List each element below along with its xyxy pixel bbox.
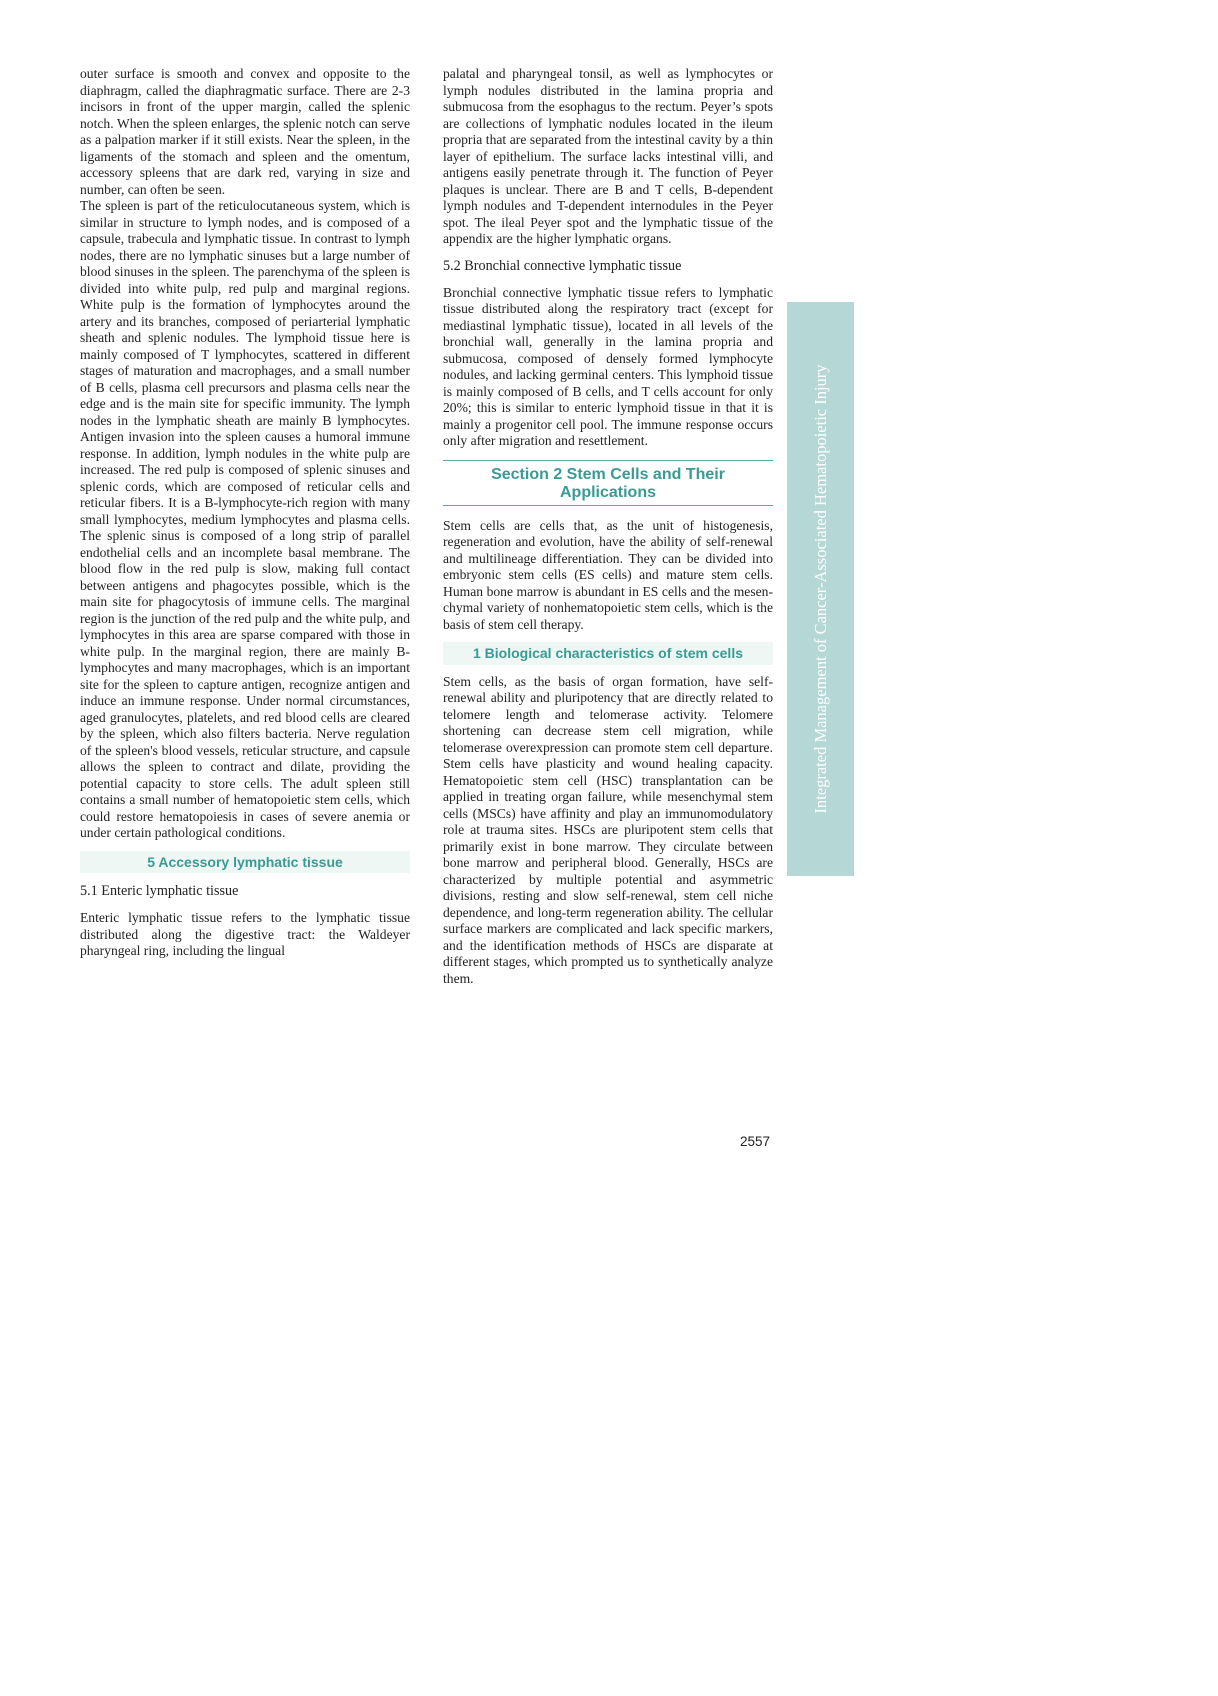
heading-biological-characteristics: 1 Biological characteristics of stem cells bbox=[443, 642, 773, 665]
right-column bbox=[443, 66, 773, 987]
section-title: Section 2 Stem Cells and Their Applications bbox=[443, 460, 773, 506]
body-paragraph: outer surface is smooth and convex and opposite to the diaphragm, called the diaphragmatic surface. There are 2-3 incisors in front of the upper margin, called the splenic notch. When the spleen enlarges, the splenic notch can serve as a palpation marker if it still exists. Near the spleen, in the ligaments of the stomach and spleen and the omentum, accessory spleens that are dark red, varying in size and number, can often be seen. bbox=[80, 66, 410, 197]
side-tab bbox=[787, 302, 854, 876]
subheading-enteric-lymphatic-tissue: 5.1 Enteric lymphatic tissue bbox=[80, 883, 239, 899]
subheading-bronchial-lymphatic-tissue: 5.2 Bronchial connective lymphatic tissue bbox=[443, 257, 682, 274]
side-tab-label: Integrated Management of Cancer-Associated Hematopoietic Injury bbox=[810, 364, 830, 814]
left-column bbox=[80, 66, 410, 960]
body-paragraph: Enteric lymphatic tissue refers to the lymphatic tissue distributed along the digestive tract: the Waldeyer pharyngeal ring, including the lingual bbox=[80, 910, 410, 958]
body-paragraph: Bronchial connective lymphatic tissue refers to lymphatic tissue distributed along the respiratory tract (except for mediastinal lymphatic tissue), located in all levels of the bronchial wall, generally in the lamina propria and submucosa, composed of densely formed lymphocyte nodules, and lacking germinal centers. This lymphoid tissue is mainly composed of B cells, and T cells account for only 20%; this is similar to enteric lymphoid tissue in that it is mainly a progenitor cell pool. The immune response occurs only after migration and resettlement. bbox=[443, 284, 773, 448]
body-paragraph: Stem cells are cells that, as the unit of histogenesis, regeneration and evolution, have the ability of self-renewal and multilineage differentiation. They can be divided into embryonic stem cells (ES cells) and mature stem cells. Human bone marrow is abundant in ES cells and the mesenchymal variety of nonhematopoietic stem cells, which is the basis of stem cell therapy. bbox=[443, 517, 773, 632]
body-paragraph: palatal and pharyngeal tonsil, as well as lymphocytes or lymph nodules distributed in the lamina propria and submucosa from the esophagus to the rectum. Peyer’s spots are collections of lymphatic nodules located in the ileum propria that are separated from the intestinal cavity by a thin layer of epithelium. The surface lacks intestinal villi, and antigens easily penetrate through it. The function of Peyer plaques is unclear. There are B and T cells, B-dependent lymph nodules and T-dependent internodules in the Peyer spot. The ileal Peyer spot and the lymphatic tissue of the appendix are the higher lymphatic organs. bbox=[443, 66, 773, 246]
page-number: 2557 bbox=[740, 1134, 771, 1149]
heading-accessory-lymphatic-tissue: 5 Accessory lymphatic tissue bbox=[80, 851, 410, 874]
body-paragraph: Stem cells, as the basis of organ formation, have self-renewal ability and pluripotency that are directly related to telomere length and telomerase activity. Telomere shortening can decrease stem cell migration, while telomerase overexpression can promote stem cell departure. Stem cells have plasticity and wound healing capacity. Hematopoietic stem cell (HSC) transplantation can be applied in treating organ failure, while mesenchymal stem cells (MSCs) have affinity and play an immunomodulatory role at trauma sites. HSCs are pluripotent stem cells that primarily exist in bone marrow. They circulate between bone marrow and peripheral blood. Generally, HSCs are characterized by multiple potential and asymmetric divisions, resting and slow self-renewal, stem cell niche dependence, and long-term regeneration ability. The cellular surface markers are complicated and lack specific markers, and the identification methods of HSCs are disparate at different stages, which prompted us to synthetically analyze them. bbox=[443, 673, 773, 986]
body-paragraph: The spleen is part of the reticulocutaneous system, which is similar in structure to lymph nodes, and is composed of a capsule, trabecula and lymphatic tissue. In contrast to lymph nodes, there are no lymphatic sinuses but a large number of blood sinuses in the spleen. The parenchyma of the spleen is divided into white pulp, red pulp and marginal regions. White pulp is the formation of lymphocytes around the artery and its branches, composed of periarterial lymphatic sheath and splenic nodules. The lymphoid tissue here is mainly composed of T lymphocytes, scattered in different stages of maturation and macrophages, and a small number of B cells, plasma cell precursors and plasma cells near the edge and is the main site for specific immunity. The lymph nodes in the lymphatic sheath are mainly B lymphocytes. Antigen invasion into the spleen causes a humoral immune response. In addition, lymph nodules in the white pulp are increased. The red pulp is composed of splenic sinuses and splenic cords, which are composed of reticular cells and reticular fibers. It is a B-lymphocyte-rich region with many small lymphocytes, medium lymphocytes and plasma cells. The splenic sinus is composed of a long strip of parallel endothelial cells and an incomplete basal membrane. The blood flow in the red pulp is slow, making full contact between antigens and phagocytes possible, which is the main site for phagocytosis of immune cells. The marginal region is the junction of the red pulp and the white pulp, and lymphocytes in this area are sparse compared with those in white pulp. In the marginal region, there are mainly B-lymphocytes and many macrophages, which is an important site for the spleen to capture antigen, recognize antigen and induce an immune response. Under normal circumstances, aged granulocytes, platelets, and red blood cells are cleared by the spleen, which also filters bacteria. Nerve regulation of the spleen's blood vessels, reticular structure, and capsule allows the spleen to contract and dilate, providing the potential capacity to store cells. The adult spleen still contains a small number of hematopoietic stem cells, which could restore hematopoiesis in cases of severe anemia or under certain pathological conditions. bbox=[80, 198, 410, 840]
